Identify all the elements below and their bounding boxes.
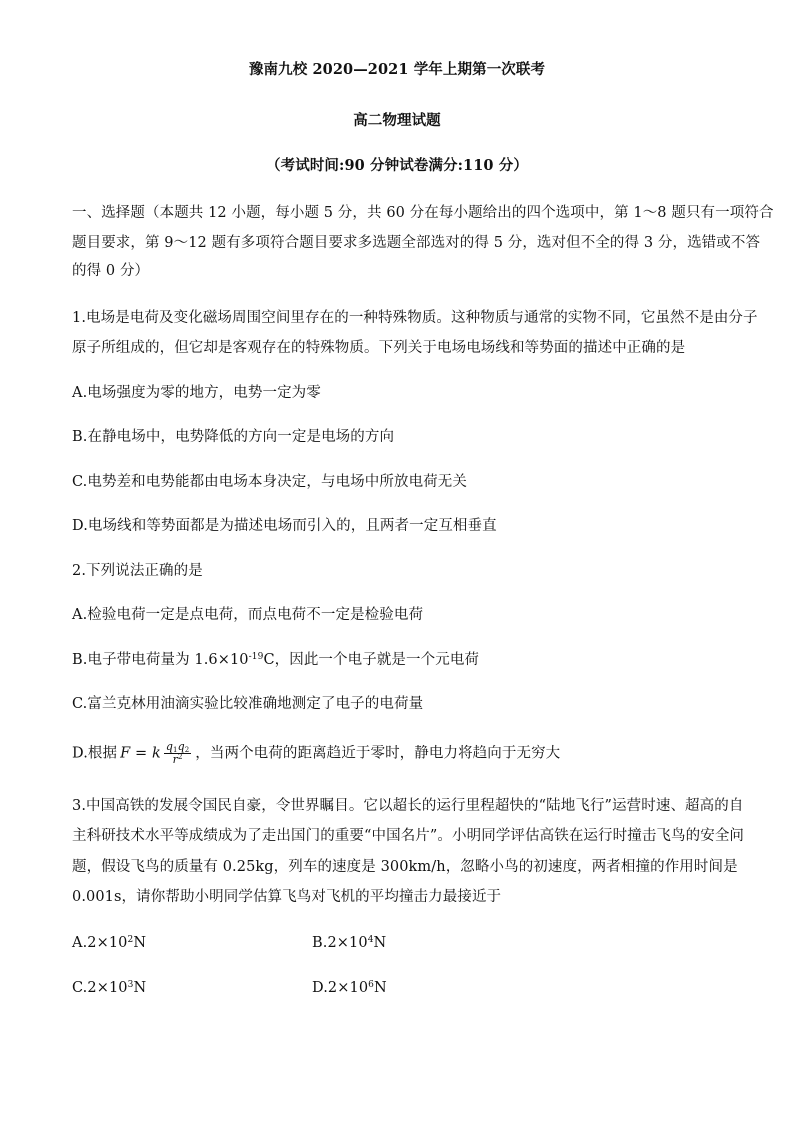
q1-stem-line-1: 1.电场是电荷及变化磁场周围空间里存在的一种特殊物质。这种物质与通常的实物不同，它虽然不是由分子 [72, 310, 758, 326]
q3-stem-line-2: 主科研技术水平等成绩成为了走出国门的重要“中国名片”。小明同学评估高铁在运行时撞击飞鸟的安全问 [72, 828, 745, 844]
charge-q2-subscript: 2 [184, 746, 190, 754]
q3-option-c-unit: N [133, 980, 147, 996]
q1-stem-line-2: 原子所组成的，但它却是客观存在的特殊物质。下列关于电场电场线和等势面的描述中正确的是 [72, 340, 686, 356]
q3-stem-line-4: 0.001s，请你帮助小明同学估算飞鸟对飞机的平均撞击力最接近于 [72, 889, 502, 905]
q1-option-a: A.电场强度为零的地方，电势一定为零 [72, 385, 321, 401]
q3-option-b-unit: N [373, 935, 387, 951]
q2-option-b-post: C，因此一个电子就是一个元电荷 [263, 652, 480, 668]
section-instructions-line-3: 的得 0 分） [72, 263, 150, 279]
q3-stem-line-3: 题，假设飞鸟的质量有 0.25kg，列车的速度是 300km/h，忽略小鸟的初速度，两者相撞的作用时间是 [72, 859, 738, 875]
q2-option-b [72, 650, 479, 670]
exam-info: （考试时间:90 分钟试卷满分:110 分） [266, 157, 528, 174]
q2-option-d-pre: D.根据 [72, 745, 118, 762]
charge-q1-subscript: 1 [173, 746, 178, 754]
charge-q2: q [177, 740, 185, 753]
exam-subject: 高二物理试题 [353, 112, 441, 129]
q3-option-a-unit: N [133, 935, 147, 951]
q3-option-d-unit: N [373, 980, 387, 996]
q3-option-c [72, 980, 146, 996]
coulomb-fraction [164, 741, 191, 766]
q3-stem-line-1: 3.中国高铁的发展令国民自豪，令世界瞩目。它以超长的运行里程超快的“陆地飞行”运营时速、超高的自 [72, 798, 744, 814]
q2-option-d-post: ，当两个电荷的距离趋近于零时，静电力将趋向于无穷大 [195, 745, 561, 762]
coulomb-formula-lhs: F = k [120, 745, 161, 762]
q3-option-d [312, 978, 387, 998]
distance-r-exponent: 2 [177, 753, 183, 761]
charge-q1: q [165, 740, 173, 753]
q2-option-b-exponent: -19 [248, 652, 264, 662]
q3-option-a-pre: A.2×10 [72, 935, 128, 951]
q3-option-a-exponent: 2 [127, 935, 134, 945]
q2-option-c: C.富兰克林用油滴实验比较准确地测定了电子的电荷量 [72, 696, 424, 712]
q1-option-b: B.在静电场中，电势降低的方向一定是电场的方向 [72, 429, 395, 445]
q3-option-c-exponent: 3 [127, 980, 134, 990]
q2-option-a: A.检验电荷一定是点电荷，而点电荷不一定是检验电荷 [72, 607, 424, 623]
q3-option-d-pre: D.2×10 [312, 980, 369, 996]
section-instructions-line-2: 题目要求，第 9～12 题有多项符合题目要求多选题全部选对的得 5 分，选对但不全的得 3 分，选错或不答 [72, 235, 761, 251]
q3-option-b-exponent: 4 [367, 935, 374, 945]
q3-option-b [312, 933, 386, 953]
q3-options-row-1 [72, 933, 722, 953]
q1-option-c: C.电势差和电势能都由电场本身决定，与电场中所放电荷无关 [72, 474, 467, 490]
q2-option-d [72, 741, 560, 766]
q3-options-row-2 [72, 978, 722, 998]
q3-option-d-exponent: 6 [368, 980, 374, 990]
q3-option-b-pre: B.2×10 [312, 935, 368, 951]
coulomb-denominator [164, 754, 191, 766]
exam-title: 豫南九校 2020—2021 学年上期第一次联考 [248, 61, 546, 78]
section-instructions-line-1: 一、选择题（本题共 12 小题，每小题 5 分，共 60 分在每小题给出的四个选项中，第 1～8 题只有一项符合 [72, 205, 774, 221]
q3-option-a [72, 935, 146, 951]
coulomb-formula [120, 741, 191, 766]
q2-option-b-pre: B.电子带电荷量为 1.6×10 [72, 652, 249, 668]
q1-option-d: D.电场线和等势面都是为描述电场而引入的，且两者一定互相垂直 [72, 518, 497, 534]
distance-r: r [172, 753, 178, 766]
q2-stem: 2.下列说法正确的是 [72, 563, 203, 579]
q3-option-c-pre: C.2×10 [72, 980, 128, 996]
